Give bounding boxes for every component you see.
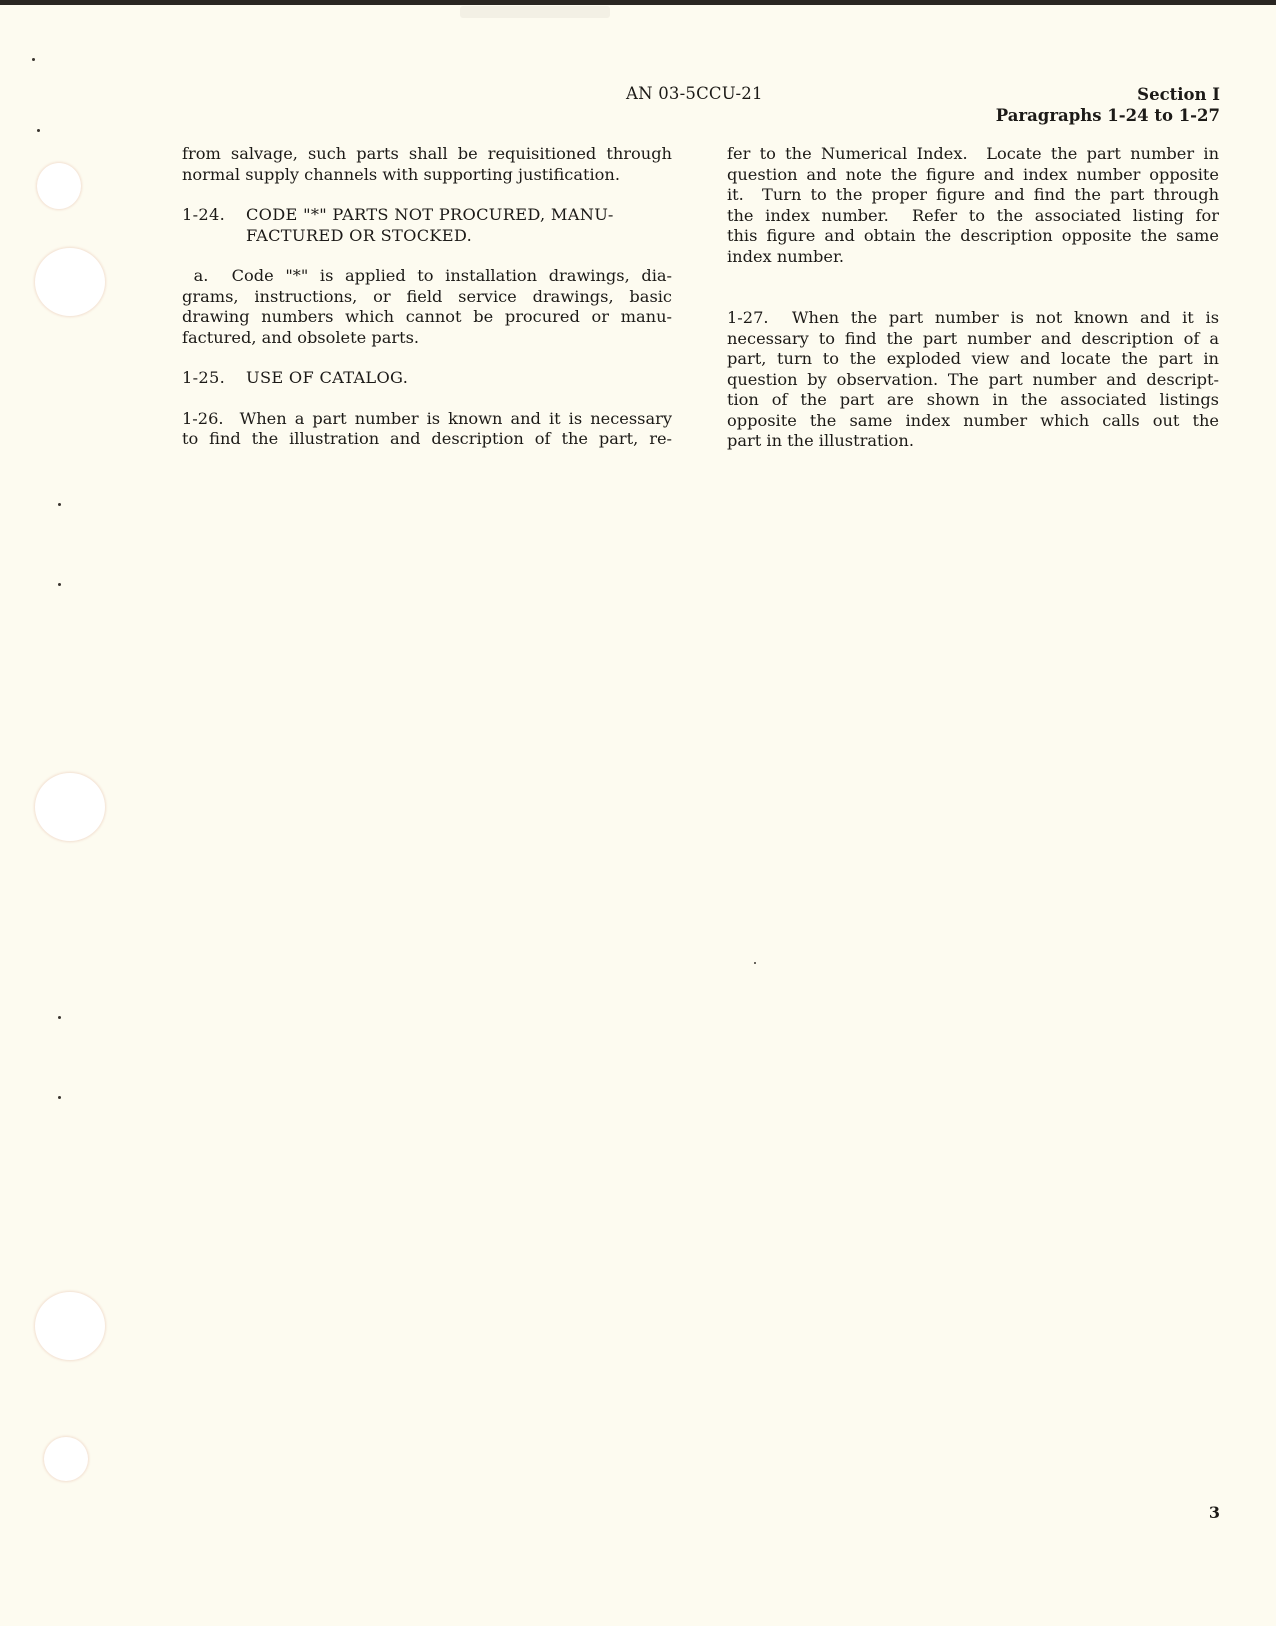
punch-hole xyxy=(44,1437,88,1481)
margin-speck xyxy=(58,1016,61,1019)
continuation-paragraph xyxy=(182,144,672,185)
heading-text: FACTURED OR STOCKED. xyxy=(246,225,473,245)
left-column xyxy=(182,144,672,450)
punch-hole xyxy=(35,248,105,316)
heading-text: USE OF CATALOG. xyxy=(246,368,409,387)
margin-speck xyxy=(37,129,40,132)
margin-speck xyxy=(58,583,61,586)
paragraph-1-26-continued xyxy=(727,144,1219,267)
punch-hole xyxy=(37,163,81,209)
margin-speck xyxy=(32,58,35,61)
text-line: to find the illustration and description of the part, re- xyxy=(182,429,672,448)
text-line: part, turn to the exploded view and locate the part in xyxy=(727,349,1219,368)
text-line: it. Turn to the proper figure and find the part through xyxy=(727,185,1219,204)
margin-speck xyxy=(58,1096,61,1099)
punch-hole xyxy=(35,773,105,841)
text-line: drawing numbers which cannot be procured or manu- xyxy=(182,307,672,326)
section-title: Section I xyxy=(1137,85,1220,104)
text-line: 1-27. When the part number is not known and it is xyxy=(727,308,1219,327)
right-column xyxy=(727,144,1219,452)
text-line: this figure and obtain the description opposite the same xyxy=(727,226,1219,245)
page-speck xyxy=(754,962,756,964)
text-line: index number. xyxy=(727,246,845,266)
text-line: fer to the Numerical Index. Locate the part number in xyxy=(727,144,1219,163)
punch-hole xyxy=(35,1292,105,1360)
scan-top-edge xyxy=(0,0,1276,5)
document-number: AN 03-5CCU-21 xyxy=(626,84,763,103)
heading-1-25 xyxy=(182,368,672,389)
text-line: opposite the same index number which calls out the xyxy=(727,410,1219,430)
margin-speck xyxy=(58,503,61,506)
heading-number: 1-25. xyxy=(182,368,226,387)
heading-number: 1-24. xyxy=(182,205,226,224)
text-line: tion of the part are shown in the associated listings xyxy=(727,390,1219,409)
paragraphs-range: Paragraphs 1-24 to 1-27 xyxy=(995,106,1220,125)
paragraph-a xyxy=(182,266,672,348)
paragraph-1-26 xyxy=(182,409,672,450)
text-line: normal supply channels with supporting justification. xyxy=(182,164,620,184)
text-line: from salvage, such parts shall be requisitioned through xyxy=(182,144,672,163)
text-line: part in the illustration. xyxy=(727,431,914,450)
text-line: question by observation. The part number and descript- xyxy=(727,369,1219,389)
text-line: a. Code "*" is applied to installation drawings, dia- xyxy=(182,266,672,285)
text-line: grams, instructions, or field service drawings, basic xyxy=(182,286,672,306)
page-number: 3 xyxy=(1208,1503,1220,1522)
scan-smudge xyxy=(460,6,610,18)
heading-1-24 xyxy=(182,205,672,246)
heading-text: CODE "*" PARTS NOT PROCURED, MANU- xyxy=(246,205,614,224)
text-line: factured, and obsolete parts. xyxy=(182,327,420,347)
section-header xyxy=(996,84,1220,126)
paragraph-1-27 xyxy=(727,308,1219,452)
text-line: necessary to find the part number and description of a xyxy=(727,328,1219,348)
text-line: question and note the figure and index number opposite xyxy=(727,164,1219,184)
text-line: 1-26. When a part number is known and it is necessary xyxy=(182,408,672,428)
text-line: the index number. Refer to the associated listing for xyxy=(727,205,1219,225)
